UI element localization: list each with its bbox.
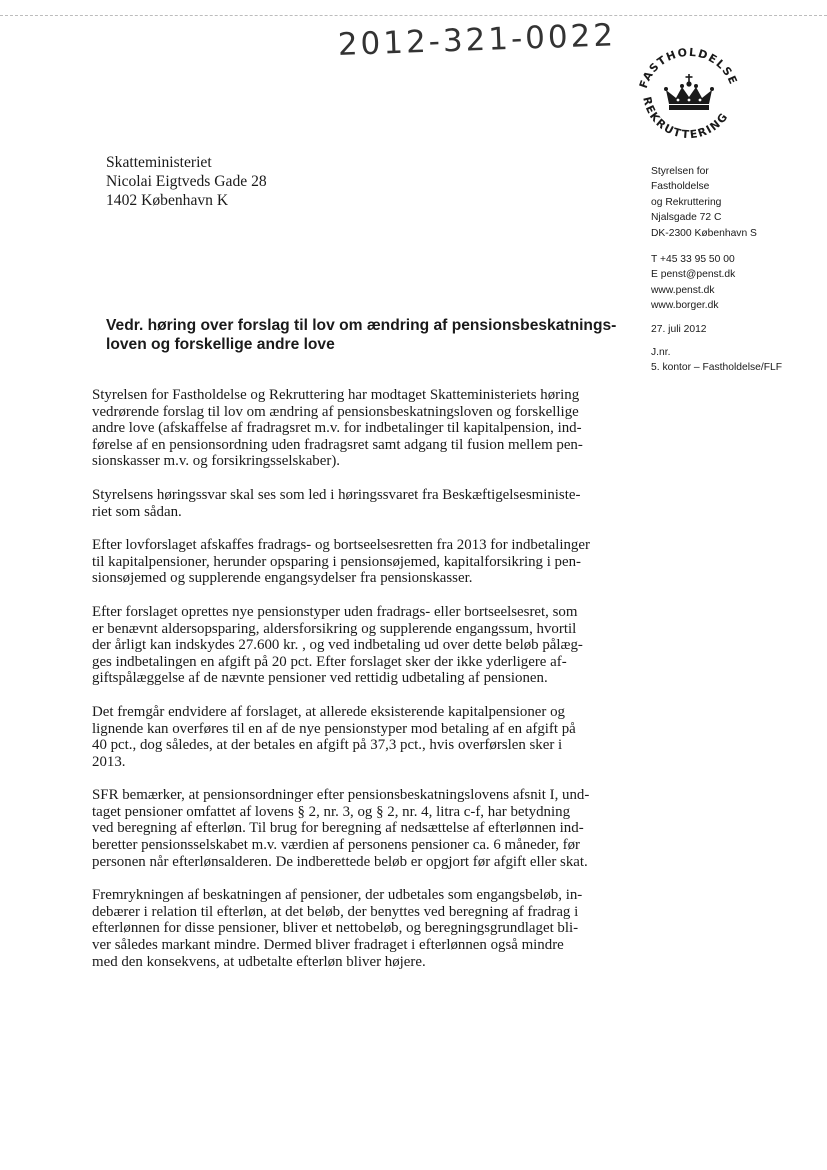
agency-seal-logo bbox=[627, 42, 751, 150]
svg-text:FASTHOLDELSE: FASTHOLDELSE bbox=[636, 45, 741, 91]
body-line: giftspålæggelse af de nævnte pensioner ved rettidig udbetaling af pensionen. bbox=[92, 670, 548, 687]
sender-name-line: og Rekruttering bbox=[651, 196, 722, 208]
body-line: taget pensioner omfattet af lovens § 2, nr. 3, og § 2, nr. 4, litra c-f, har betydning bbox=[92, 803, 571, 820]
letter-date: 27. juli 2012 bbox=[651, 323, 707, 335]
body-line: SFR bemærker, at pensionsordninger efter pensionsbeskatningslovens afsnit I, und- bbox=[92, 787, 590, 804]
body-line: personen når efterlønsalderen. De indberettede beløb er opgjort før afgift eller skat. bbox=[92, 853, 588, 870]
body-line: ved beregning af efterløn. Til brug for beregning af nedsættelse af efterlønnen ind- bbox=[92, 820, 584, 837]
sender-name-line: Fastholdelse bbox=[651, 181, 710, 193]
body-line: efterlønnen for disse pensioner, bliver et nettobeløb, og beregningsgrundlaget bli- bbox=[92, 920, 579, 937]
handwritten-reference-number: 2012-321-0022 bbox=[337, 17, 617, 64]
body-line: vedrørende forslag til lov om ændring af pensionsbeskatningsloven og forskellige bbox=[92, 403, 579, 420]
body-line: med den konsekvens, at udbetalte efterløn bliver højere. bbox=[92, 953, 426, 970]
sender-website: www.borger.dk bbox=[651, 300, 719, 312]
body-line: beretter pensionsselskabet m.v. værdien af personens pensioner ca. 6 måneder, før bbox=[92, 837, 581, 854]
sender-website: www.penst.dk bbox=[651, 284, 715, 296]
letter-body bbox=[92, 387, 612, 987]
body-line: Styrelsens høringssvar skal ses som led i høringssvaret fra Beskæftigelsesministe- bbox=[92, 486, 581, 503]
body-line: der årligt kan indskydes 27.600 kr. , og ved indbetaling ud over dette beløb pålæg- bbox=[92, 637, 583, 654]
sender-address-line: DK-2300 København S bbox=[651, 227, 757, 239]
office-label: 5. kontor – Fastholdelse/FLF bbox=[651, 362, 783, 374]
recipient-address bbox=[106, 153, 406, 210]
recipient-line: Nicolai Eigtveds Gade 28 bbox=[106, 173, 267, 190]
body-line: til kapitalpensioner, herunder opsparing i pensionsøjemed, kapitalforsikring i pen- bbox=[92, 553, 582, 570]
body-paragraph bbox=[92, 887, 612, 970]
subject-line: loven og forskellige andre love bbox=[106, 336, 335, 353]
sender-phone: T +45 33 95 50 00 bbox=[651, 254, 735, 266]
body-line: ver således markant mindre. Dermed bliver fradraget i efterlønnen også mindre bbox=[92, 937, 564, 954]
recipient-line: Skatteministeriet bbox=[106, 154, 212, 171]
body-line: er benævnt aldersopsparing, aldersforsikring og supplerende engangssum, hvortil bbox=[92, 620, 577, 637]
body-paragraph bbox=[92, 387, 612, 470]
body-line: Det fremgår endvidere af forslaget, at allerede eksisterende kapitalpensioner og bbox=[92, 703, 565, 720]
body-paragraph bbox=[92, 604, 612, 687]
body-line: Styrelsen for Fastholdelse og Rekruttering har modtaget Skatteministeriets høring bbox=[92, 387, 580, 403]
scan-edge-line bbox=[0, 15, 827, 16]
svg-text:REKRUTTERING: REKRUTTERING bbox=[640, 95, 732, 142]
sender-name-line: Styrelsen for bbox=[651, 166, 709, 177]
body-line: andre love (afskaffelse af fradragsret m.v. for indbetalinger til kapitalpension, ind- bbox=[92, 420, 582, 437]
crown-icon bbox=[664, 74, 714, 110]
journal-number-label: J.nr. bbox=[651, 347, 671, 359]
body-line: ges indbetalingen en afgift på 20 pct. Efter forslaget sker der ikke yderligere af- bbox=[92, 653, 567, 670]
body-line: sionsøjemed og supplerende engangsydelser fra pensionskasser. bbox=[92, 570, 473, 587]
body-line: riet som sådan. bbox=[92, 503, 182, 520]
body-line: Efter forslaget oprettes nye pensionstyper uden fradrags- eller bortseelsesret, som bbox=[92, 603, 578, 620]
body-paragraph bbox=[92, 787, 612, 870]
body-paragraph bbox=[92, 704, 612, 770]
body-line: Fremrykningen af beskatningen af pensioner, der udbetales som engangsbeløb, in- bbox=[92, 887, 583, 904]
sender-email: E penst@penst.dk bbox=[651, 269, 736, 281]
body-line: førelse af en pensionsordning uden fradragsret samt adgang til fusion mellem pen- bbox=[92, 436, 583, 453]
body-line: sionskasser m.v. og forsikringsselskaber). bbox=[92, 453, 340, 470]
body-paragraph bbox=[92, 487, 612, 520]
body-line: Efter lovforslaget afskaffes fradrags- og bortseelsesretten fra 2013 for indbetalinger bbox=[92, 537, 590, 554]
body-line: debærer i relation til efterløn, at det beløb, der benyttes ved beregning af fradrag i bbox=[92, 903, 579, 920]
body-paragraph bbox=[92, 537, 612, 587]
recipient-line: 1402 København K bbox=[106, 192, 229, 209]
body-line: lignende kan overføres til en af de nye pensionstyper mod betaling af en afgift på bbox=[92, 720, 576, 737]
sender-info-column bbox=[651, 164, 821, 376]
body-line: 40 pct., dog således, at der betales en afgift på 37,3 pct., hvis overførslen sker i bbox=[92, 737, 563, 754]
sender-address-line: Njalsgade 72 C bbox=[651, 212, 722, 224]
body-line: 2013. bbox=[92, 753, 126, 770]
subject-heading bbox=[106, 316, 616, 354]
subject-line: Vedr. høring over forslag til lov om ændring af pensionsbeskatnings- bbox=[106, 317, 617, 334]
